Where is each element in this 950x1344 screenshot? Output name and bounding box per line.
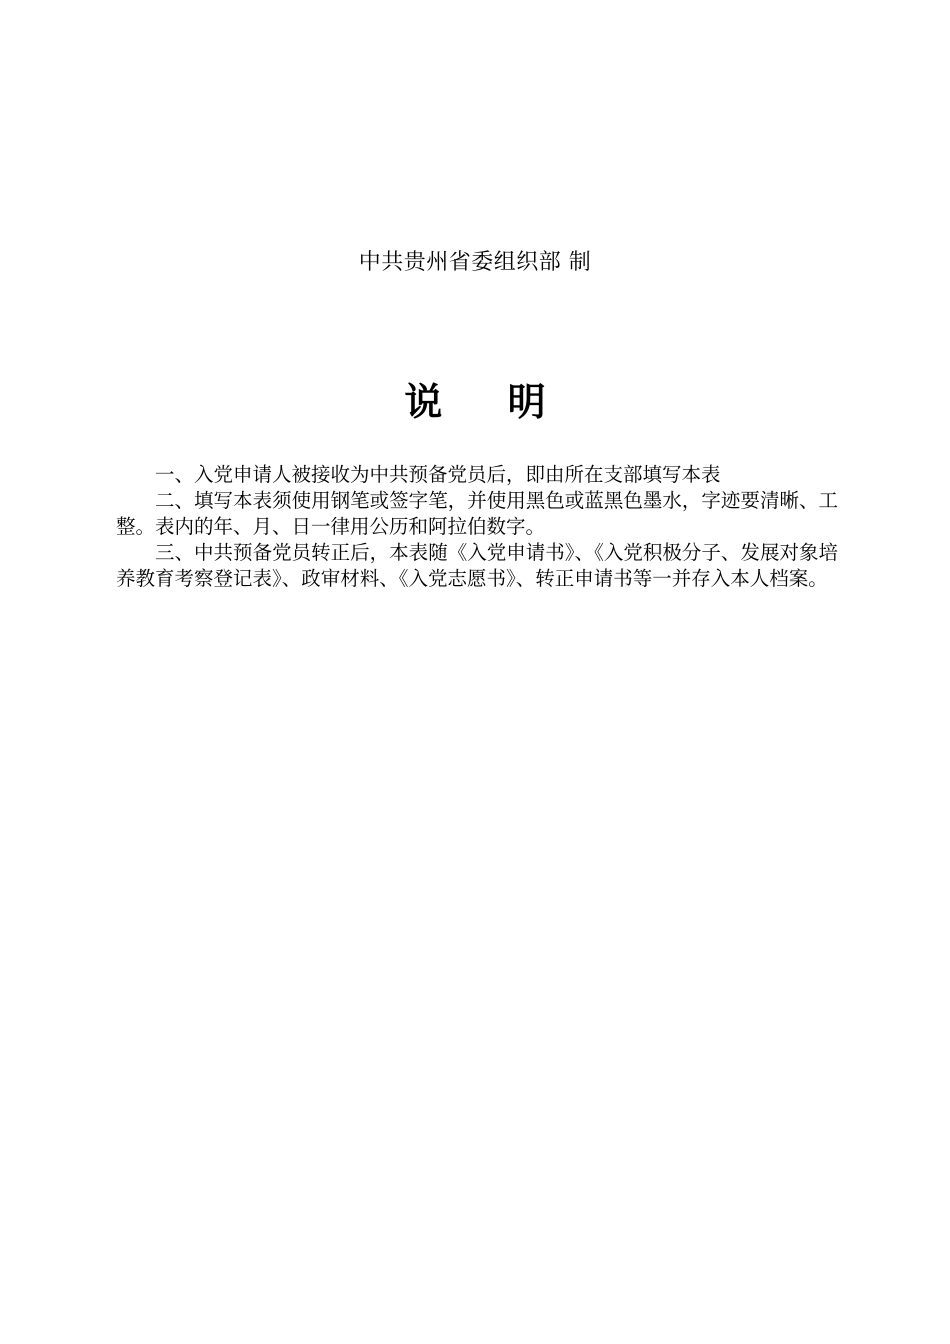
instruction-item-2: 二、填写本表须使用钢笔或签字笔，并使用黑色或蓝黑色墨水，字迹要清晰、工整。表内的年、月、日一律用公历和阿拉伯数字。 [116, 489, 838, 538]
instructions-section [116, 462, 838, 592]
page-title: 说 明 [404, 379, 572, 424]
instruction-item-3: 三、中共预备党员转正后，本表随《入党申请书》、《入党积极分子、发展对象培养教育考察登记表》、政审材料、《入党志愿书》、转正申请书等一并存入本人档案。 [116, 541, 838, 590]
publisher-line: 中共贵州省委组织部 制 [358, 250, 592, 275]
instruction-item-1: 一、入党申请人被接收为中共预备党员后，即由所在支部填写本表 [155, 463, 721, 486]
